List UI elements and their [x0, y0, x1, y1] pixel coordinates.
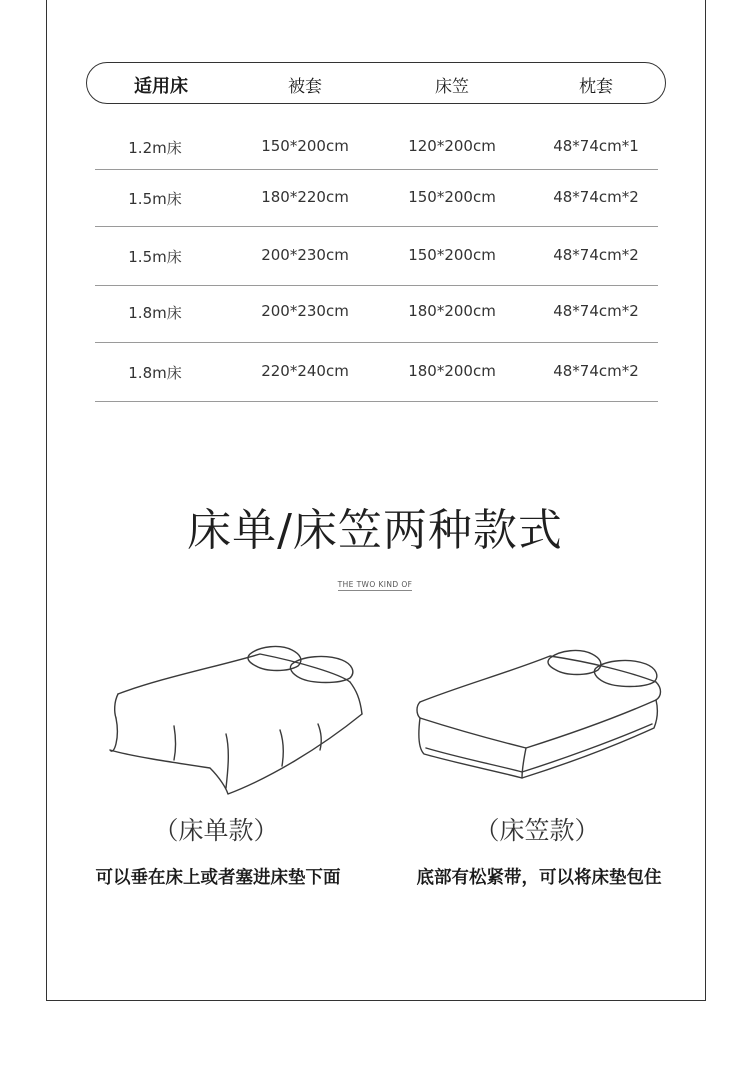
header-pillowcase: 枕套	[579, 77, 613, 97]
table-cell: 150*200cm	[261, 137, 349, 155]
table-cell: 180*200cm	[408, 302, 496, 320]
table-cell: 180*200cm	[408, 362, 496, 380]
table-cell: 180*220cm	[261, 188, 349, 206]
table-cell: 48*74cm*2	[553, 362, 639, 380]
table-cell: 48*74cm*2	[553, 302, 639, 320]
table-cell: 1.5m床	[128, 190, 182, 208]
table-cell: 1.2m床	[128, 139, 182, 157]
flat-sheet-label: （床单款）	[153, 816, 279, 845]
flat-sheet-bed-icon	[100, 638, 370, 798]
table-cell: 48*74cm*1	[553, 137, 639, 155]
section-title: 床单/床笠两种款式	[187, 505, 563, 556]
section-subtitle: THE TWO KIND OF	[337, 580, 413, 589]
row-divider	[95, 285, 658, 286]
table-cell: 150*200cm	[408, 246, 496, 264]
row-divider	[95, 401, 658, 402]
table-cell: 1.5m床	[128, 248, 182, 266]
fitted-sheet-bed-icon	[410, 644, 668, 784]
table-cell: 48*74cm*2	[553, 188, 639, 206]
row-divider	[95, 169, 658, 170]
table-cell: 200*230cm	[261, 246, 349, 264]
flat-sheet-description: 可以垂在床上或者塞进床垫下面	[95, 868, 341, 888]
header-bed-size: 适用床	[134, 76, 188, 97]
table-cell: 220*240cm	[261, 362, 349, 380]
table-cell: 1.8m床	[128, 364, 182, 382]
header-fitted-sheet: 床笠	[435, 77, 469, 97]
header-duvet-cover: 被套	[288, 77, 322, 97]
row-divider	[95, 226, 658, 227]
table-cell: 150*200cm	[408, 188, 496, 206]
table-cell: 1.8m床	[128, 304, 182, 322]
table-cell: 120*200cm	[408, 137, 496, 155]
fitted-sheet-description: 底部有松紧带，可以将床垫包住	[416, 868, 662, 888]
table-cell: 48*74cm*2	[553, 246, 639, 264]
row-divider	[95, 342, 658, 343]
fitted-sheet-label: （床笠款）	[474, 816, 600, 845]
table-cell: 200*230cm	[261, 302, 349, 320]
